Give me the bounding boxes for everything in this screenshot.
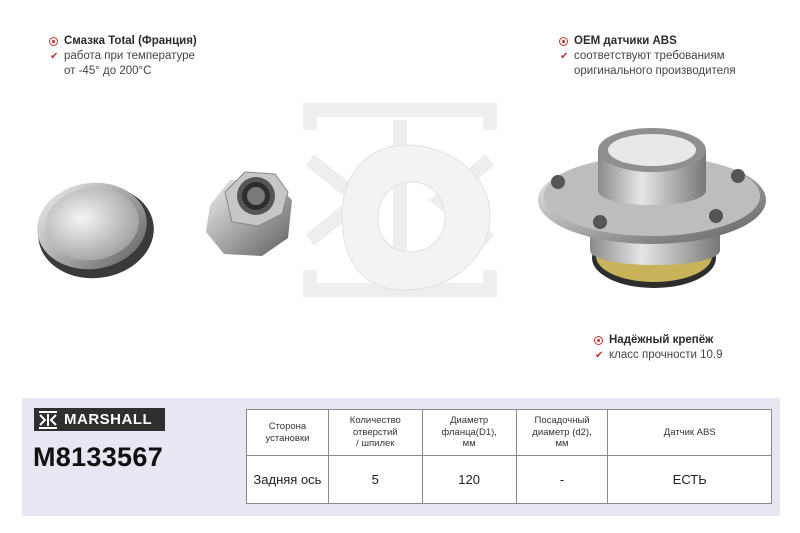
header-flange-diameter: Диаметр фланца(D1), мм: [422, 410, 516, 456]
check-icon: ✔: [560, 51, 569, 62]
feature-desc: класс прочности 10.9: [609, 349, 723, 361]
value-install-side: Задняя ось: [247, 456, 329, 504]
washer-part: [342, 145, 490, 290]
feature-desc: соответствуют требованиям оригинального производителя: [574, 50, 736, 77]
brand-name: MARSHALL: [64, 411, 153, 428]
brand-logo: [34, 408, 165, 431]
spec-header-row: [247, 410, 772, 456]
header-abs-sensor: Датчик ABS: [608, 410, 772, 456]
value-bolt-count: 5: [328, 456, 422, 504]
spec-table: [246, 409, 772, 504]
wheel-hub-part: [538, 128, 766, 288]
feature-title: OEM датчики ABS: [574, 35, 677, 47]
header-install-side: Сторона установки: [247, 410, 329, 456]
hub-nut-part: [206, 172, 292, 256]
product-sku: M8133567: [33, 442, 164, 472]
header-bolt-count: Количество отверстий / шпилек: [328, 410, 422, 456]
feature-desc: работа при температуре от -45° до 200°С: [64, 50, 195, 77]
value-abs-sensor: ЕСТЬ: [608, 456, 772, 504]
feature-title: Надёжный крепёж: [609, 334, 714, 346]
dust-cap-part: [32, 176, 160, 286]
value-flange-diameter: 120: [422, 456, 516, 504]
header-fit-diameter: Посадочный диаметр (d2), мм: [516, 410, 608, 456]
feature-title: Смазка Total (Франция): [64, 35, 197, 47]
marshall-mark-icon: [37, 411, 59, 429]
spec-value-row: [247, 456, 772, 504]
check-icon: ✔: [50, 51, 59, 62]
value-fit-diameter: -: [516, 456, 608, 504]
check-icon: ✔: [595, 350, 604, 361]
